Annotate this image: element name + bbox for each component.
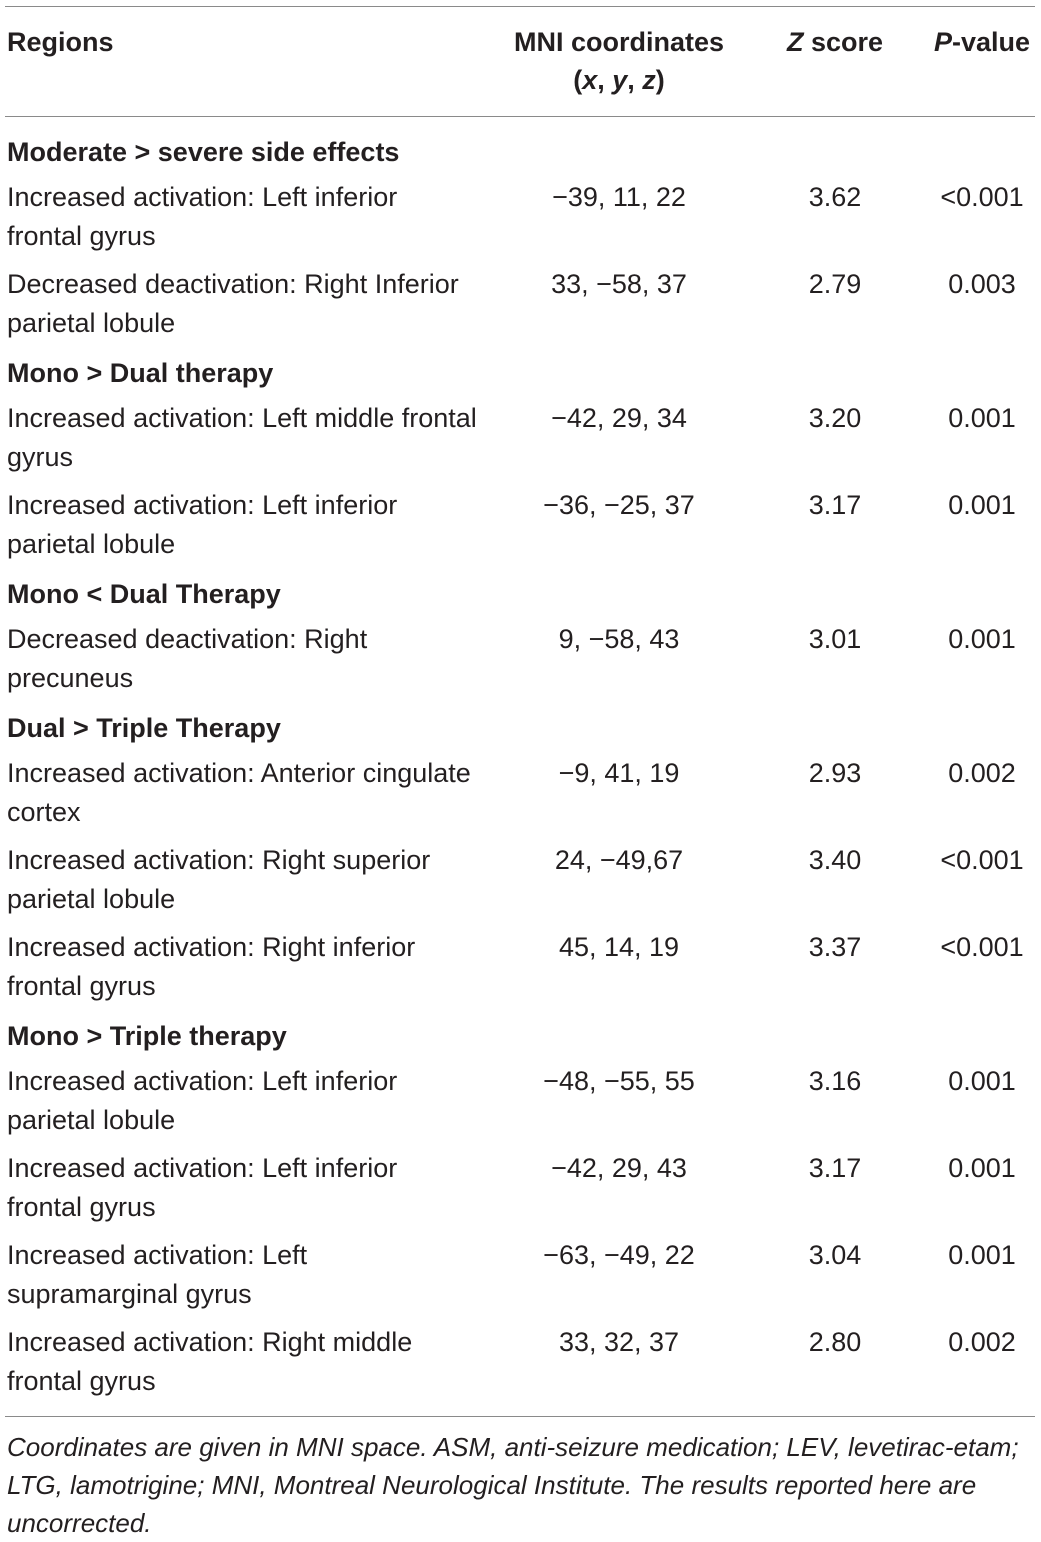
table-body (0, 131, 1041, 1410)
header-rule (5, 116, 1035, 117)
header-regions: Regions (7, 27, 114, 57)
z-score-cell: 3.04 (808, 1240, 862, 1270)
p-value-cell: 0.002 (948, 1327, 1016, 1357)
section-header-row (0, 1015, 1041, 1062)
mni-coordinates-cell: −42, 29, 34 (551, 403, 687, 433)
header-z-score (776, 23, 894, 61)
section-title: Mono > Dual therapy (7, 358, 274, 388)
p-value-cell: 0.002 (948, 758, 1016, 788)
bottom-rule (5, 1416, 1035, 1417)
region-cell: Decreased deactivation: Right Inferior parietal lobule (7, 269, 459, 338)
region-cell: Increased activation: Right middle frontal gyrus (7, 1327, 413, 1396)
region-cell: Increased activation: Left supramarginal gyrus (7, 1240, 308, 1309)
p-value-cell: <0.001 (940, 932, 1024, 962)
mni-coordinates-cell: 33, −58, 37 (551, 269, 687, 299)
header-z-rest: score (803, 27, 884, 57)
p-value-cell: <0.001 (940, 845, 1024, 875)
p-value-cell: 0.001 (948, 624, 1016, 654)
z-score-cell: 2.80 (808, 1327, 862, 1357)
section-header-row (0, 131, 1041, 178)
z-score-cell: 3.16 (808, 1066, 862, 1096)
section-title: Mono > Triple therapy (7, 1021, 287, 1051)
table-row (0, 1323, 1041, 1410)
region-cell: Increased activation: Right superior parietal lobule (7, 845, 431, 914)
table-row (0, 178, 1041, 265)
z-score-cell: 2.93 (808, 758, 862, 788)
p-value-cell: 0.003 (948, 269, 1016, 299)
mni-coordinates-cell: 9, −58, 43 (558, 624, 680, 654)
mni-coordinates-cell: −48, −55, 55 (543, 1066, 695, 1096)
region-cell: Increased activation: Anterior cingulate cortex (7, 758, 471, 827)
section-header-row (0, 573, 1041, 620)
header-p-rest: -value (951, 27, 1031, 57)
z-score-cell: 3.40 (808, 845, 862, 875)
mni-coordinates-cell: −42, 29, 43 (551, 1153, 687, 1183)
mni-coordinates-cell: 33, 32, 37 (558, 1327, 680, 1357)
region-cell: Increased activation: Left inferior frontal gyrus (7, 1153, 398, 1222)
table-row (0, 1062, 1041, 1149)
region-cell: Increased activation: Left inferior parietal lobule (7, 1066, 398, 1135)
z-score-cell: 3.17 (808, 490, 862, 520)
section-title: Moderate > severe side effects (7, 137, 400, 167)
top-rule (5, 6, 1035, 7)
table-row (0, 620, 1041, 707)
z-score-cell: 3.37 (808, 932, 862, 962)
table-row (0, 486, 1041, 573)
table-row (0, 399, 1041, 486)
section-header-row (0, 707, 1041, 754)
region-cell: Increased activation: Left middle frontal gyrus (7, 403, 477, 472)
z-score-cell: 3.17 (808, 1153, 862, 1183)
mni-coordinates-cell: −39, 11, 22 (552, 182, 686, 212)
header-z-italic: Z (786, 27, 804, 57)
table-row (0, 1149, 1041, 1236)
p-value-cell: 0.001 (948, 403, 1016, 433)
section-title: Mono < Dual Therapy (7, 579, 281, 609)
mni-coordinates-cell: 45, 14, 19 (558, 932, 680, 962)
header-p-italic: P (933, 27, 952, 57)
p-value-cell: 0.001 (948, 1240, 1016, 1270)
p-value-cell: 0.001 (948, 490, 1016, 520)
header-mni-coordinates (496, 23, 742, 99)
table-row (0, 1236, 1041, 1323)
mni-coordinates-cell: −63, −49, 22 (543, 1240, 695, 1270)
table-footnote: Coordinates are given in MNI space. ASM, anti-seizure medication; LEV, levetirac-etam; LTG, lamotrigine; MNI, Montreal Neurological Institute. The results reported here are uncorrected. (7, 1432, 1019, 1538)
section-header-row (0, 352, 1041, 399)
mni-coordinates-cell: 24, −49,67 (554, 845, 684, 875)
region-cell: Decreased deactivation: Right precuneus (7, 624, 368, 693)
p-value-cell: 0.001 (948, 1153, 1016, 1183)
header-mni-line2: (x, y, z) (573, 65, 665, 95)
p-value-cell: 0.001 (948, 1066, 1016, 1096)
z-score-cell: 3.20 (808, 403, 862, 433)
region-cell: Increased activation: Right inferior frontal gyrus (7, 932, 416, 1001)
table-row (0, 265, 1041, 352)
p-value-cell: <0.001 (940, 182, 1024, 212)
section-title: Dual > Triple Therapy (7, 713, 281, 743)
z-score-cell: 3.62 (808, 182, 862, 212)
region-cell: Increased activation: Left inferior parietal lobule (7, 490, 398, 559)
table-row (0, 841, 1041, 928)
header-p-value (926, 23, 1038, 61)
mni-coordinates-cell: −36, −25, 37 (543, 490, 695, 520)
mni-coordinates-cell: −9, 41, 19 (558, 758, 680, 788)
z-score-cell: 2.79 (808, 269, 862, 299)
table-row (0, 928, 1041, 1015)
region-cell: Increased activation: Left inferior frontal gyrus (7, 182, 398, 251)
table-row (0, 754, 1041, 841)
header-mni-line1: MNI coordinates (513, 27, 725, 57)
z-score-cell: 3.01 (808, 624, 862, 654)
